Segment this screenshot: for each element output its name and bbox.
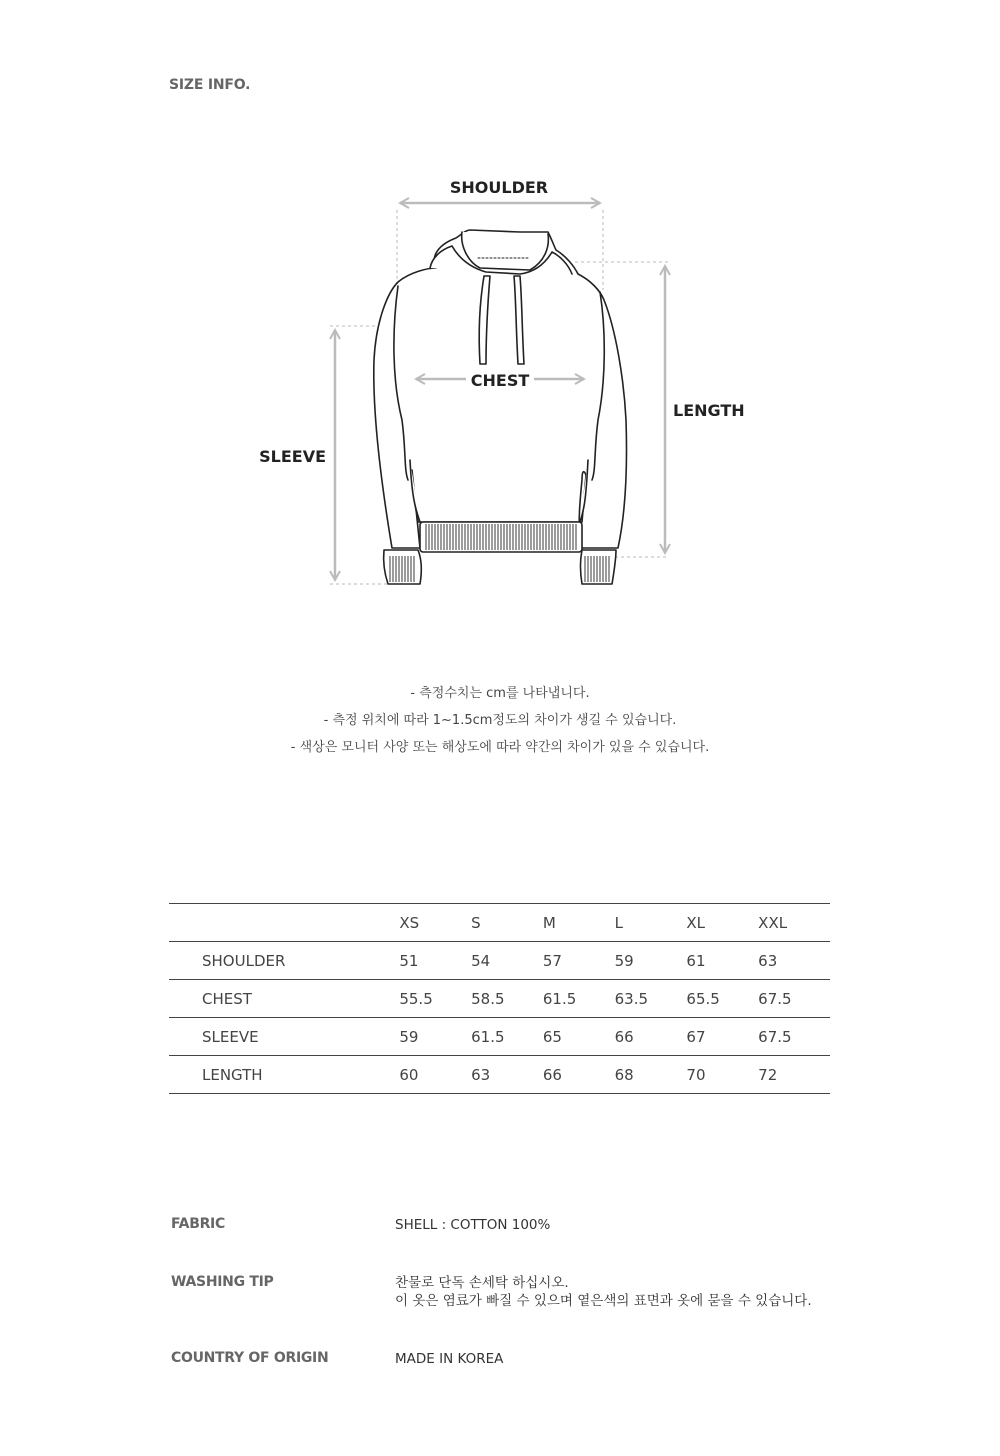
size-table xyxy=(169,903,830,1094)
table-cell: 67.5 xyxy=(758,980,830,1018)
header-cell: XXL xyxy=(758,904,830,942)
table-cell: 66 xyxy=(543,1056,615,1094)
table-cell: 61 xyxy=(686,942,758,980)
table-row xyxy=(169,1056,830,1094)
table-row xyxy=(169,1018,830,1056)
row-label: LENGTH xyxy=(169,1056,399,1094)
origin-value: MADE IN KOREA xyxy=(395,1351,504,1367)
table-cell: 59 xyxy=(399,1018,471,1056)
row-label: CHEST xyxy=(169,980,399,1018)
washing-tip-line: 이 옷은 염료가 빠질 수 있으며 옅은색의 표면과 옷에 묻을 수 있습니다. xyxy=(395,1293,812,1309)
table-cell: 58.5 xyxy=(471,980,543,1018)
table-cell: 61.5 xyxy=(543,980,615,1018)
header-cell: M xyxy=(543,904,615,942)
hoodie-illustration xyxy=(374,230,627,584)
shoulder-label: SHOULDER xyxy=(449,178,549,197)
note-line: - 측정수치는 cm를 나타냅니다. xyxy=(410,686,590,701)
table-cell: 63 xyxy=(758,942,830,980)
table-cell: 63.5 xyxy=(615,980,687,1018)
washing-tip-value xyxy=(395,1274,812,1310)
table-cell: 67 xyxy=(686,1018,758,1056)
table-cell: 63 xyxy=(471,1056,543,1094)
chest-label: CHEST xyxy=(470,371,530,390)
page-title: SIZE INFO. xyxy=(169,77,251,93)
table-cell: 60 xyxy=(399,1056,471,1094)
table-cell: 67.5 xyxy=(758,1018,830,1056)
table-cell: 57 xyxy=(543,942,615,980)
measurement-notes xyxy=(0,680,1000,761)
table-cell: 70 xyxy=(686,1056,758,1094)
table-row xyxy=(169,942,830,980)
header-cell: XS xyxy=(399,904,471,942)
table-cell: 54 xyxy=(471,942,543,980)
header-cell: S xyxy=(471,904,543,942)
table-header-row xyxy=(169,904,830,942)
fabric-label: FABRIC xyxy=(171,1216,225,1232)
table-cell: 59 xyxy=(615,942,687,980)
sleeve-label: SLEEVE xyxy=(259,447,326,466)
table-cell: 68 xyxy=(615,1056,687,1094)
header-cell xyxy=(169,904,399,942)
table-cell: 65 xyxy=(543,1018,615,1056)
table-cell: 66 xyxy=(615,1018,687,1056)
row-label: SLEEVE xyxy=(169,1018,399,1056)
note-line: - 색상은 모니터 사양 또는 해상도에 따라 약간의 차이가 있을 수 있습니다. xyxy=(290,740,710,755)
table-cell: 61.5 xyxy=(471,1018,543,1056)
hoodie-size-diagram xyxy=(0,160,1000,610)
washing-tip-line: 찬물로 단독 손세탁 하십시오. xyxy=(395,1275,569,1291)
washing-tip-label: WASHING TIP xyxy=(171,1274,274,1290)
header-cell: L xyxy=(615,904,687,942)
table-cell: 55.5 xyxy=(399,980,471,1018)
table-cell: 51 xyxy=(399,942,471,980)
length-label: LENGTH xyxy=(673,401,745,420)
header-cell: XL xyxy=(686,904,758,942)
note-line: - 측정 위치에 따라 1~1.5cm정도의 차이가 생길 수 있습니다. xyxy=(323,713,677,728)
fabric-value: SHELL : COTTON 100% xyxy=(395,1217,551,1233)
table-row xyxy=(169,980,830,1018)
table-cell: 72 xyxy=(758,1056,830,1094)
table-cell: 65.5 xyxy=(686,980,758,1018)
origin-label: COUNTRY OF ORIGIN xyxy=(171,1350,329,1366)
row-label: SHOULDER xyxy=(169,942,399,980)
